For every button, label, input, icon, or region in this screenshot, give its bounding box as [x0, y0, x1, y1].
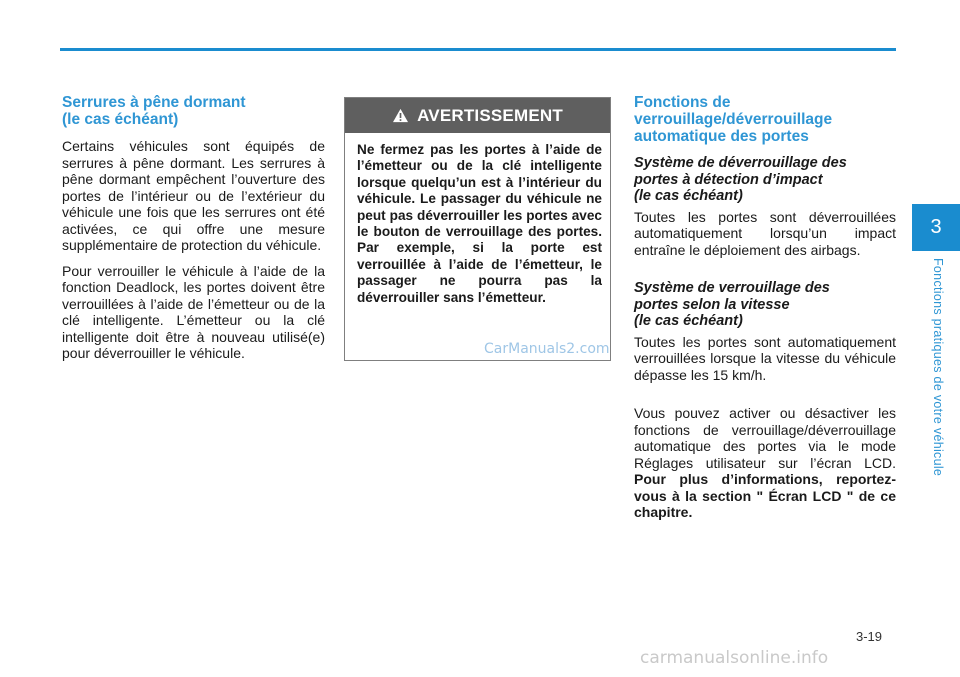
settings-text: Vous pouvez activer ou désactiver les fonctions de verrouillage/déverrouillage automatique des portes via le mode Réglages utilisateur sur l’écran LCD.: [634, 405, 896, 471]
watermark-carmanuals2: CarManuals2.com: [484, 341, 610, 357]
warning-box: [344, 97, 611, 361]
section-title-auto-lock: Fonctions de verrouillage/déverrouillage automatique des portes: [634, 94, 833, 145]
deadlock-paragraph-1: Certains véhicules sont équipés de serrures à pêne dormant. Les serrures à pêne dormant empêchent l’ouverture des portes de l’intérieur ou de l’extérieur du véhicule une fois que les serrures ont été activées, ce qui offre une mesure supplémentaire de protection du véhicule.: [62, 138, 325, 253]
top-rule: [60, 48, 896, 51]
page-number: 3-19: [856, 629, 883, 644]
footer-watermark: carmanualsonline.info: [640, 648, 829, 668]
speed-lock-paragraph: Toutes les portes sont automatiquement verrouillées lorsque la vitesse du véhicule dépasse les 15 km/h.: [634, 333, 896, 383]
auto-lock-section: [634, 94, 896, 530]
subsection-title-impact-unlock: Système de déverrouillage des portes à détection d’impact (le cas échéant): [634, 155, 847, 204]
warning-header: [345, 98, 610, 133]
chapter-tab: 3: [912, 204, 960, 251]
impact-unlock-paragraph: Toutes les portes sont déverrouillées automatiquement lorsqu’un impact entraîne le déploiement des airbags.: [634, 208, 896, 258]
warning-triangle-icon: [392, 108, 409, 123]
subsection-title-speed-lock: Système de verrouillage des portes selon la vitesse (le cas échéant): [634, 280, 830, 329]
chapter-side-title: Fonctions pratiques de votre véhicule: [931, 258, 945, 477]
deadlock-paragraph-2: Pour verrouiller le véhicule à l’aide de la fonction Deadlock, les portes doivent être verrouillées à l’aide de l’émetteur ou de la clé intelligente. L’émetteur ou la clé intelligente doit être à nouveau utilisé(e) pour déverrouiller le véhicule.: [62, 262, 325, 361]
settings-paragraph: [634, 405, 896, 521]
deadlock-section: [62, 94, 325, 371]
warning-heading: AVERTISSEMENT: [417, 105, 563, 125]
warning-text: Ne fermez pas les portes à l’aide de l’émetteur ou de la clé intelligente lorsque quelqu’un est à l’intérieur du véhicule. Le passager du véhicule ne peut pas déverrouiller les portes avec le bouton de verrouillage des portes. Par exemple, si la porte est verrouillée à l’aide de l’émetteur, le passager ne pourra pas la déverrouiller sans l’émetteur.: [357, 142, 602, 305]
section-title-deadlock: Serrures à pêne dormant (le cas échéant): [62, 94, 246, 128]
settings-reference: Pour plus d’informations, reportez-vous à la section " Écran LCD " de ce chapitre.: [634, 471, 896, 520]
